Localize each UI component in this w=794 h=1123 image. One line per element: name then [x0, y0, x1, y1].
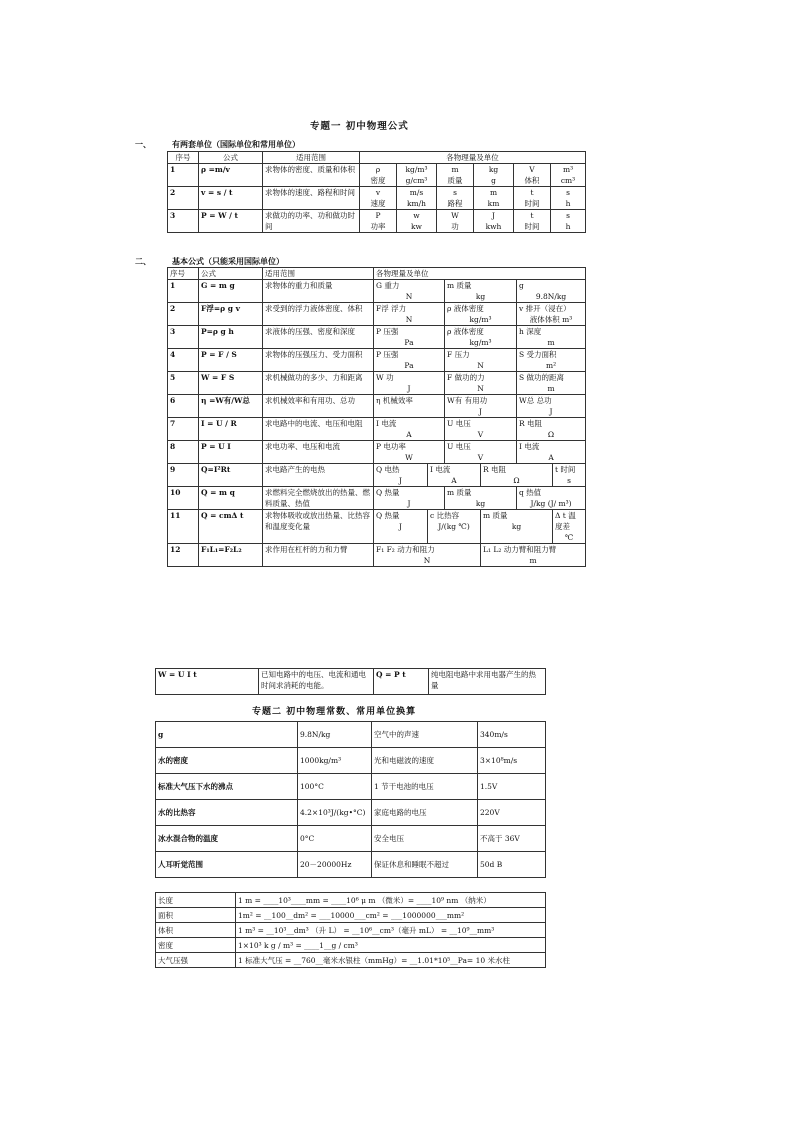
quantity-cell: q 热值 J/kg (J/ m³) [517, 487, 586, 510]
row-no: 5 [168, 372, 199, 395]
quantity-cell: m 质量 kg [445, 487, 517, 510]
quantity-cell: F₁ F₂ 动力和阻力 N [374, 544, 481, 567]
table-row [168, 349, 586, 372]
quantity-cell: Q 电热 J [374, 464, 428, 487]
quantity-cell: ρ 液体密度 kg/m³ [445, 303, 517, 326]
table-row [168, 464, 586, 487]
unit-cell: J kwh [474, 210, 514, 233]
quantity-cell: Q 热量 J [374, 510, 428, 544]
row-formula: P = F / S [199, 349, 263, 372]
row-no: 1 [168, 280, 199, 303]
page-title: 专题一 初中物理公式 [310, 121, 409, 132]
quantity-cell: t 时间 s [553, 464, 586, 487]
conversion-table [155, 892, 546, 968]
header-units: 各物理量及单位 [360, 152, 586, 164]
constant-value: 1000kg/m³ [298, 748, 372, 774]
scope-cell: 已知电路中的电压、电流和通电时间求消耗的电能。 [259, 669, 374, 695]
conversion-quantity: 大气压强 [156, 953, 236, 968]
row-no: 6 [168, 395, 199, 418]
quantity-cell: W 功 J [374, 372, 445, 395]
unit-cell: m/s km/h [397, 187, 437, 210]
row-scope: 求燃料完全燃烧放出的热量、燃料质量、热值 [263, 487, 374, 510]
row-formula: F₁L₁=F₂L₂ [199, 544, 263, 567]
quantity-cell: m 质量 kg [481, 510, 553, 544]
row-no: 9 [168, 464, 199, 487]
row-scope: 求物体吸收或放出热量、比热容和温度变化量 [263, 510, 374, 544]
row-formula: I = U / R [199, 418, 263, 441]
section1-header-row [168, 152, 586, 164]
quantity-cell: Q 热量 J [374, 487, 445, 510]
table-row [156, 669, 546, 695]
conversion-formula: 1 m³ = __10³__dm³ （升 L） = __10⁶__cm³（毫升 mL） = __10⁹__mm³ [236, 923, 546, 938]
quantity-cell: W总 总功 J [517, 395, 586, 418]
scope-cell: 纯电阻电路中求用电器产生的热量 [429, 669, 546, 695]
row-scope: 求受到的浮力液体密度、体积 [263, 303, 374, 326]
formula-cell: W = U I t [156, 669, 259, 695]
constant-name: 标准大气压下水的沸点 [156, 774, 298, 800]
section1-table [167, 151, 586, 233]
unit-cell: m³ cm³ [551, 164, 586, 187]
table-row [156, 852, 546, 878]
quantity-cell: c 比热容 J/(kg ℃) [428, 510, 481, 544]
constant-value: 1.5V [478, 774, 546, 800]
conversion-quantity: 密度 [156, 938, 236, 953]
table-row [156, 953, 546, 968]
constant-name: 1 节干电池的电压 [372, 774, 478, 800]
section2-number: 二、 [135, 256, 151, 266]
row-scope: 求电路中的电流、电压和电阻 [263, 418, 374, 441]
row-scope: 求液体的压强、密度和深度 [263, 326, 374, 349]
row-formula: G = m g [199, 280, 263, 303]
row-scope: 求机械效率和有用功、总功 [263, 395, 374, 418]
quantity-cell: U 电压 V [445, 441, 517, 464]
row-no: 4 [168, 349, 199, 372]
unit-cell: s h [551, 187, 586, 210]
unit-cell: t 时间 [514, 210, 551, 233]
table-row [168, 395, 586, 418]
constant-name: 水的比热容 [156, 800, 298, 826]
quantity-cell: ρ 液体密度 kg/m³ [445, 326, 517, 349]
table-row [168, 441, 586, 464]
table-row [168, 303, 586, 326]
quantity-cell: g 9.8N/kg [517, 280, 586, 303]
quantity-cell: h 深度 m [517, 326, 586, 349]
constant-value: 100°C [298, 774, 372, 800]
constant-name: 保证休息和睡眠不超过 [372, 852, 478, 878]
quantity-cell: F 做功的力 N [445, 372, 517, 395]
table-row [168, 210, 586, 233]
constant-name: 安全电压 [372, 826, 478, 852]
conversion-quantity: 体积 [156, 923, 236, 938]
header-no: 序号 [168, 152, 199, 164]
quantity-cell: P 压强 Pa [374, 349, 445, 372]
row-formula: P=ρ g h [199, 326, 263, 349]
header-formula: 公式 [199, 268, 263, 280]
unit-cell: m 质量 [437, 164, 474, 187]
unit-cell: kg g [474, 164, 514, 187]
quantity-cell: F浮 浮力 N [374, 303, 445, 326]
unit-cell: v 速度 [360, 187, 397, 210]
row-formula: Q = cmΔ t [199, 510, 263, 544]
table-row [168, 418, 586, 441]
row-formula: v = s / t [199, 187, 263, 210]
header-scope: 适用范围 [263, 152, 360, 164]
header-formula: 公式 [199, 152, 263, 164]
constant-value: 220V [478, 800, 546, 826]
row-formula: P = U I [199, 441, 263, 464]
table-row [156, 908, 546, 923]
constant-value: 3×10⁸m/s [478, 748, 546, 774]
unit-cell: s h [551, 210, 586, 233]
constant-value: 不高于 36V [478, 826, 546, 852]
table-row [168, 280, 586, 303]
quantity-cell: L₁ L₂ 动力臂和阻力臂 m [481, 544, 586, 567]
unit-cell: s 路程 [437, 187, 474, 210]
conversion-formula: 1×10³ k g / m³ = ____1__g / cm³ [236, 938, 546, 953]
table-row [168, 372, 586, 395]
conversion-formula: 1 标准大气压 = __760__毫米水银柱（mmHg）= __1.01*10⁵__Pa= 10 米水柱 [236, 953, 546, 968]
table-row [156, 826, 546, 852]
header-no: 序号 [168, 268, 199, 280]
conversion-quantity: 长度 [156, 893, 236, 908]
constant-value: 9.8N/kg [298, 722, 372, 748]
section2-header-row [168, 268, 586, 280]
constant-name: 水的密度 [156, 748, 298, 774]
electric-table [155, 668, 546, 695]
row-scope: 求物体的密度、质量和体积 [263, 164, 360, 187]
row-scope: 求电功率、电压和电流 [263, 441, 374, 464]
quantity-cell: R 电阻 Ω [517, 418, 586, 441]
section1-number: 一、 [135, 139, 151, 149]
quantity-cell: S 做功的距离 m [517, 372, 586, 395]
row-scope: 求做功的功率、功和做功时间 [263, 210, 360, 233]
constant-name: 人耳听觉范围 [156, 852, 298, 878]
quantity-cell: Δ t 温度差 ℃ [553, 510, 586, 544]
unit-cell: m km [474, 187, 514, 210]
row-no: 8 [168, 441, 199, 464]
row-scope: 求机械做功的多少、力和距离 [263, 372, 374, 395]
constant-name: 冰水混合物的温度 [156, 826, 298, 852]
row-formula: Q = m q [199, 487, 263, 510]
table-row [156, 923, 546, 938]
header-scope: 适用范围 [263, 268, 374, 280]
row-no: 10 [168, 487, 199, 510]
constant-value: 0°C [298, 826, 372, 852]
row-no: 12 [168, 544, 199, 567]
table-row [156, 722, 546, 748]
row-scope: 求物体的重力和质量 [263, 280, 374, 303]
quantity-cell: m 质量 kg [445, 280, 517, 303]
table-row [168, 326, 586, 349]
row-no: 7 [168, 418, 199, 441]
table-row [168, 544, 586, 567]
row-no: 2 [168, 187, 199, 210]
constant-value: 4.2×10³J/(kg•°C) [298, 800, 372, 826]
table-row [168, 487, 586, 510]
section2-heading: 基本公式（只能采用国际单位） [172, 256, 284, 266]
quantity-cell: v 排开（浸在） 液体体积 m³ [517, 303, 586, 326]
quantity-cell: η 机械效率 [374, 395, 445, 418]
table-row [156, 893, 546, 908]
constant-name: 家庭电路的电压 [372, 800, 478, 826]
unit-cell: V 体积 [514, 164, 551, 187]
quantity-cell: P 压强 Pa [374, 326, 445, 349]
conversion-formula: 1m² = __100__dm² = ___10000___cm² = ___1000000___mm² [236, 908, 546, 923]
row-formula: W = F S [199, 372, 263, 395]
row-scope: 求物体的速度、路程和时间 [263, 187, 360, 210]
unit-cell: W 功 [437, 210, 474, 233]
quantity-cell: F 压力 N [445, 349, 517, 372]
quantity-cell: U 电压 V [445, 418, 517, 441]
section2-table [167, 267, 586, 567]
row-scope: 求电路产生的电热 [263, 464, 374, 487]
row-formula: Q=I²Rt [199, 464, 263, 487]
table-row [156, 748, 546, 774]
constant-value: 20－20000Hz [298, 852, 372, 878]
row-formula: F浮=ρ g v [199, 303, 263, 326]
quantity-cell: I 电流 A [428, 464, 481, 487]
unit-cell: w kw [397, 210, 437, 233]
row-no: 3 [168, 326, 199, 349]
row-scope: 求物体的压强压力、受力面积 [263, 349, 374, 372]
conversion-formula: 1 m = ____10³____mm = ____10⁶ μ m （微米）= ____10⁹ nm （纳米） [236, 893, 546, 908]
unit-cell: P 功率 [360, 210, 397, 233]
table-row [156, 774, 546, 800]
constant-value: 340m/s [478, 722, 546, 748]
table-row [156, 938, 546, 953]
row-scope: 求作用在杠杆的力和力臂 [263, 544, 374, 567]
quantity-cell: W有 有用功 J [445, 395, 517, 418]
row-formula: P = W / t [199, 210, 263, 233]
row-formula: η =W有/W总 [199, 395, 263, 418]
unit-cell: ρ 密度 [360, 164, 397, 187]
row-no: 1 [168, 164, 199, 187]
quantity-cell: I 电流 A [374, 418, 445, 441]
formula-cell: Q = P t [374, 669, 429, 695]
row-no: 2 [168, 303, 199, 326]
table-row [156, 800, 546, 826]
quantity-cell: R 电阻 Ω [481, 464, 553, 487]
quantity-cell: S 受力面积 m² [517, 349, 586, 372]
section-title-2: 专题二 初中物理常数、常用单位换算 [252, 707, 417, 717]
unit-cell: t 时间 [514, 187, 551, 210]
table-row [168, 510, 586, 544]
quantity-cell: G 重力 N [374, 280, 445, 303]
constants-table [155, 721, 546, 878]
quantity-cell: I 电流 A [517, 441, 586, 464]
section1-heading: 有两套单位（国际单位和常用单位） [172, 139, 300, 149]
conversion-quantity: 面积 [156, 908, 236, 923]
row-formula: ρ =m/v [199, 164, 263, 187]
constant-value: 50d B [478, 852, 546, 878]
constant-name: 光和电磁波的速度 [372, 748, 478, 774]
constant-name: 空气中的声速 [372, 722, 478, 748]
header-units: 各物理量及单位 [374, 268, 586, 280]
table-row [168, 187, 586, 210]
table-row [168, 164, 586, 187]
constant-name: g [156, 722, 298, 748]
quantity-cell: P 电功率 W [374, 441, 445, 464]
unit-cell: kg/m³ g/cm³ [397, 164, 437, 187]
row-no: 11 [168, 510, 199, 544]
row-no: 3 [168, 210, 199, 233]
